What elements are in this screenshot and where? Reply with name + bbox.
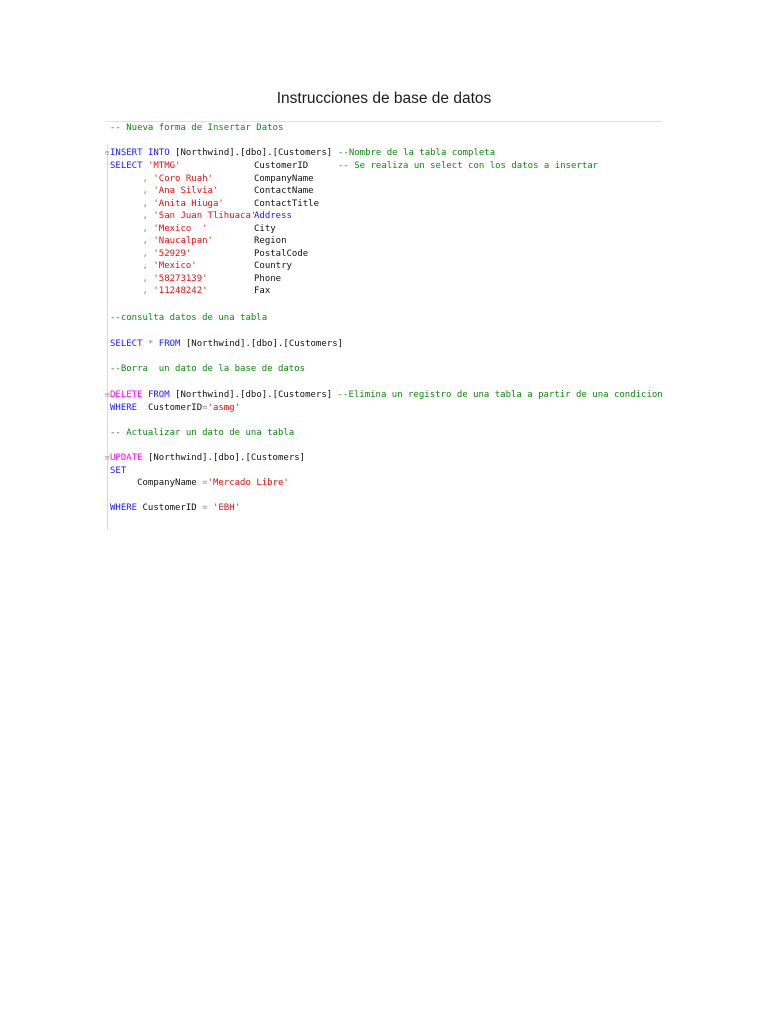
select-row: , '52929' PostalCode: [142, 248, 309, 259]
select-row: , 'Naucalpan' Region: [142, 236, 287, 246]
select-row: , '58273139' Phone: [142, 273, 282, 284]
fold-marker-icon: ⊟: [105, 391, 110, 399]
editor-gutter-line: [107, 144, 108, 530]
select-row: , 'San Juan Tlihuaca' Address: [142, 211, 292, 221]
comment-line: -- Nueva forma de Insertar Datos: [110, 123, 284, 133]
select-row: , 'Anita Hiuga' ContactTitle: [142, 198, 320, 209]
update-line: UPDATE [Northwind].[dbo].[Customers]: [110, 453, 306, 463]
keyword-select: SELECT: [110, 161, 143, 171]
select-row: , 'Coro Ruah' CompanyName: [142, 173, 314, 184]
comment-line: --consulta datos de una tabla: [110, 313, 268, 323]
string-value: 'MTMG': [147, 161, 181, 171]
page-title: Instrucciones de base de datos: [276, 90, 492, 107]
column-name: CustomerID: [254, 161, 309, 171]
where-line: WHERE CustomerID='asmg': [110, 402, 241, 413]
set-assignment-line: CompanyName ='Mercado Libre': [137, 478, 289, 488]
table-name: [Northwind].[dbo].[Customers]: [175, 148, 333, 158]
comment-line: --Borra un dato de la base de datos: [110, 364, 306, 374]
insert-line: [110, 147, 496, 159]
keyword-into: INTO: [147, 148, 170, 158]
set-line: SET: [110, 465, 127, 476]
select-all-line: SELECT * FROM [Northwind].[dbo].[Customers]: [110, 339, 344, 349]
select-row: , 'Ana Silvia' ContactName: [142, 186, 314, 196]
fold-marker-icon: ⊟: [105, 149, 110, 157]
inline-comment: --Nombre de la tabla completa: [338, 148, 496, 158]
comment-line: -- Actualizar un dato de una tabla: [110, 428, 295, 438]
where-line: WHERE CustomerID = 'EBH': [110, 503, 241, 513]
select-row: , '11248242' Fax: [142, 286, 271, 296]
inline-comment: -- Se realiza un select con los datos a insertar: [338, 161, 599, 171]
fold-marker-icon: ⊟: [105, 454, 110, 462]
delete-line: DELETE FROM [Northwind].[dbo].[Customers] --Elimina un registro de una tabla a partir de una condicion: [110, 390, 663, 400]
select-row: , 'Mexico ' City: [142, 223, 276, 234]
select-row: , 'Mexico' Country: [142, 261, 292, 271]
keyword-insert: INSERT: [110, 148, 143, 158]
sql-code-screenshot: [106, 120, 664, 530]
select-line: [110, 160, 599, 172]
